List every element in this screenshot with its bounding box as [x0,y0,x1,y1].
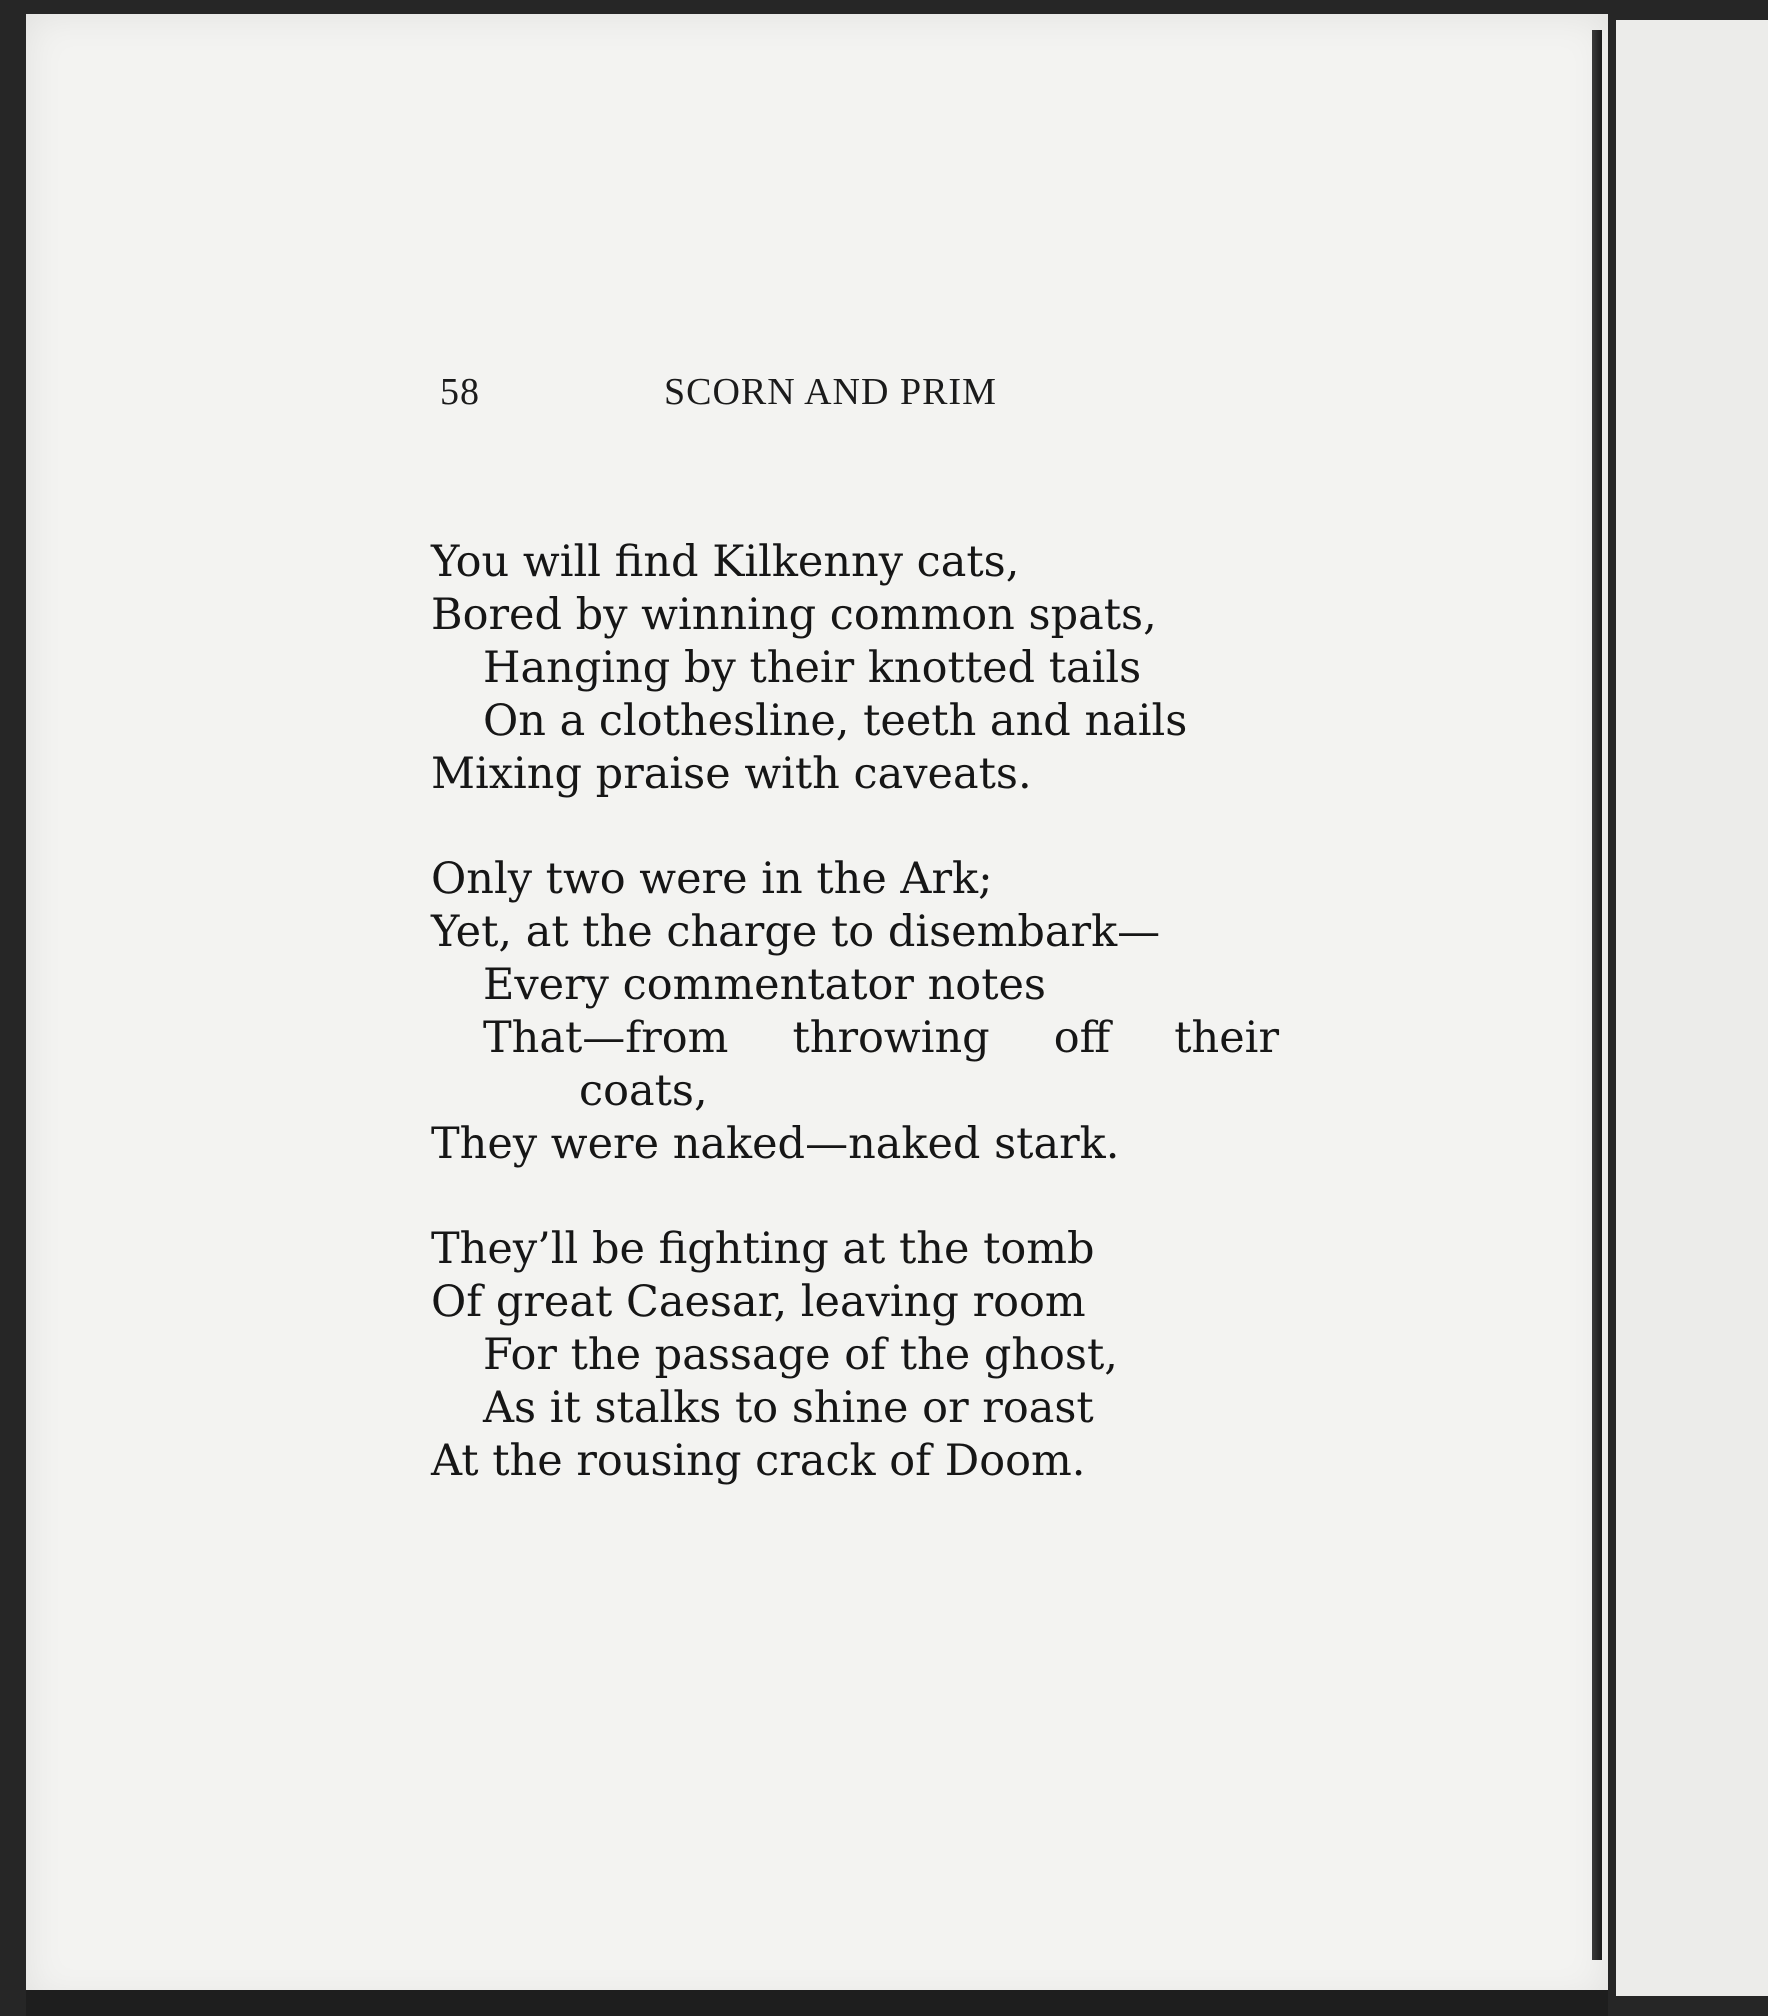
stanza-2 [431,853,1291,1171]
verse-line: Mixing praise with caveats. [431,749,1032,799]
verse-word: off [1053,1013,1111,1063]
book-gutter [1592,30,1602,1960]
chapter-title: SCORN AND PRIM [664,371,997,413]
verse-line: They were naked—naked stark. [431,1119,1120,1169]
page-number: 58 [440,371,480,413]
verse-word: their [1174,1013,1279,1063]
stanza-1 [431,536,1291,801]
stanza-3 [431,1223,1291,1488]
verse-line: Only two were in the Ark; [431,854,993,904]
verse-line: For the passage of the ghost, [483,1330,1118,1380]
poem [431,536,1291,1540]
verse-line: As it stalks to shine or roast [483,1383,1094,1433]
verse-line: Every commentator notes [483,960,1046,1010]
verse-line: Of great Caesar, leaving room [431,1277,1086,1327]
verse-line: Hanging by their knotted tails [483,643,1142,693]
verse-line: Bored by winning common spats, [431,590,1157,640]
verse-line: They’ll be fighting at the tomb [431,1224,1095,1274]
verse-line-justified [431,1012,1279,1065]
scan-border [26,1990,1608,2016]
adjacent-page-edge [1616,20,1768,1996]
verse-line: At the rousing crack of Doom. [431,1436,1086,1486]
book-page [26,14,1608,2002]
verse-line: On a clothesline, teeth and nails [483,696,1188,746]
verse-line: Yet, at the charge to disembark— [431,907,1161,957]
verse-line-continuation: coats, [579,1066,708,1116]
verse-word: That—from [483,1013,729,1063]
verse-line: You will find Kilkenny cats, [431,537,1020,587]
verse-word: throwing [792,1013,990,1063]
